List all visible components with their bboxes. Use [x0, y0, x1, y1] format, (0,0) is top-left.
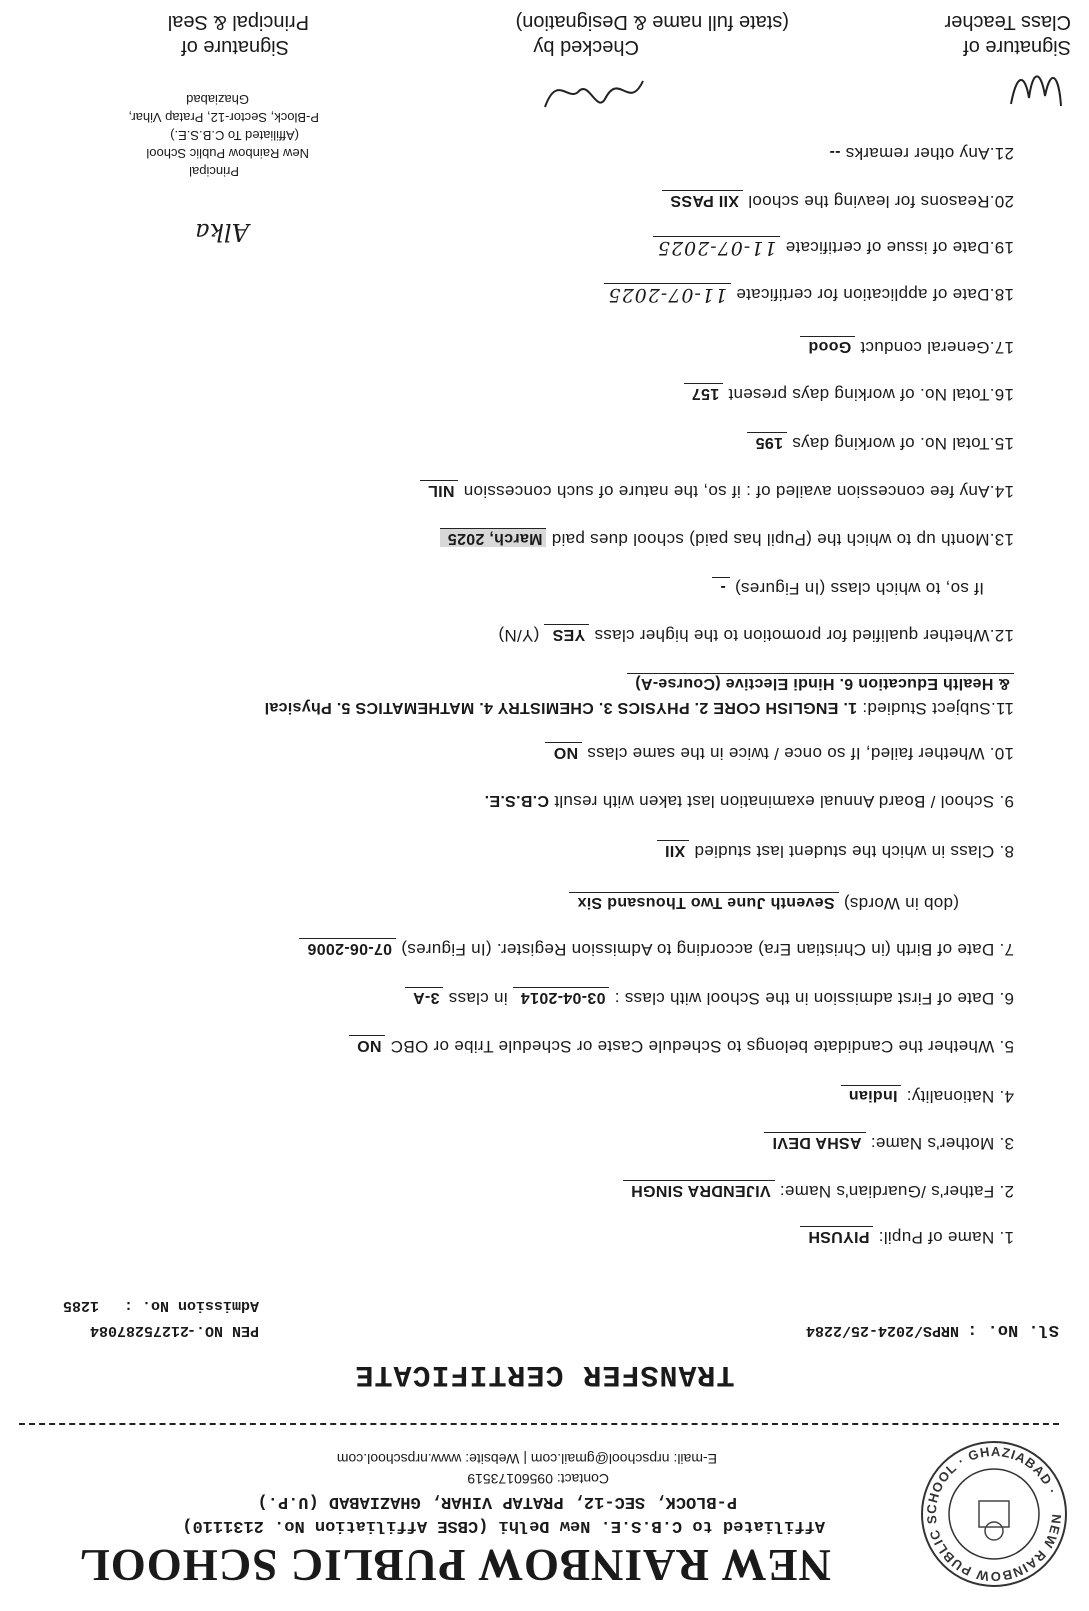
serial-number-label: Sl. No. : — [967, 1320, 1059, 1339]
board-exam: C.B.S.E. — [484, 792, 549, 809]
class-teacher-signature — [999, 56, 1069, 116]
application-date: 11-07-2025 — [604, 283, 732, 306]
item-15: 15.Total No. of working days 195 — [747, 433, 1014, 453]
stamp-school: New Rainbow Public School — [146, 146, 309, 161]
school-email-website: E-mail: nrpschool@gmail.com | Website: www.nrpschool.com — [336, 1451, 717, 1467]
item-14: 14.Any fee concession availed of : if so, the nature of such concession NIL — [420, 481, 1014, 501]
general-conduct: Good — [800, 336, 855, 355]
serial-number-value: NRPS/2024-25/2284 — [805, 1322, 959, 1339]
mother-name: ASHA DEVI — [764, 1132, 865, 1151]
admission-number-value: 1285 — [62, 1297, 99, 1314]
checked-by-label: Checked by — [533, 36, 639, 58]
stamp-address: P-Block, Sector-12, Pratap Vihar, — [128, 110, 319, 125]
pen-number-value: 21275287084 — [89, 1322, 189, 1339]
item-11: 11.Subject Studied: 1. ENGLISH CORE 2. PHYSICS 3. CHEMISTRY 4. MATHEMATICS 5. Physical — [264, 699, 1014, 718]
caste-category: NO — [349, 1035, 386, 1054]
dues-paid-month: March, 2025 — [440, 528, 547, 547]
item-7-words: (dob in Words) Seventh June Two Thousand Six — [569, 893, 959, 913]
pupil-name: PIYUSH — [800, 1226, 873, 1245]
leaving-reason: XII PASS — [662, 190, 743, 209]
item-13: 13.Month up to which the (Pupil has paid) school dues paid March, 2025 — [440, 529, 1014, 549]
item-4: 4. Nationality: Indian — [841, 1086, 1014, 1106]
item-9: 9. School / Board Annual examination last taken with result C.B.S.E. — [484, 792, 1014, 811]
item-5: 5. Whether the Candidate belongs to Schedule Caste or Schedule Tribe or OBC NO — [349, 1036, 1014, 1056]
item-12-sub: If so, to which class (In Figures) - — [712, 578, 984, 598]
checked-by-designation: (state full name & Designation) — [515, 11, 789, 33]
item-2: 2. Father's /Guardian's Name: VIJENDRA SINGH — [623, 1181, 1014, 1201]
item-16: 16.Total No. of working days present 157 — [684, 384, 1014, 404]
teacher-label: Class Teacher — [944, 11, 1071, 33]
school-contact: Contact: 09560173519 — [467, 1471, 609, 1487]
pen-number-label: PEN NO.- — [186, 1322, 259, 1339]
dob-words: Seventh June Two Thousand Six — [569, 892, 838, 911]
item-8: 8. Class in which the student last studied XII — [657, 841, 1014, 861]
item-21: 21.Any other remarks -- — [829, 144, 1014, 163]
principal-initials: Alka — [195, 218, 249, 246]
item-11-cont — [627, 674, 1014, 694]
school-address: P-BLOCK, SEC-12, PRATAP VIHAR, GHAZIABAD (U.P.) — [257, 1492, 737, 1511]
nationality: Indian — [841, 1085, 902, 1104]
teacher-signature-label: Signature of — [963, 36, 1071, 58]
header-divider — [19, 1423, 1059, 1425]
promotion-class: - — [712, 577, 730, 596]
school-affiliation: Affiliated to C.B.S.E. New Delhi (CBSE Affiliation No. 2131110) — [182, 1516, 825, 1535]
subjects-line-1: 1. ENGLISH CORE 2. PHYSICS 3. CHEMISTRY 4. MATHEMATICS 5. Physical — [264, 699, 858, 716]
promotion-qualified: YES — [544, 624, 589, 643]
working-days: 195 — [747, 432, 787, 451]
principal-signature-label: Signature of — [181, 36, 289, 58]
item-12: 12.Whether qualified for promotion to the higher class YES (Y/N) — [498, 626, 1014, 645]
admission-number-label: Admission No. : — [123, 1297, 259, 1314]
item-19: 19.Date of issue of certificate 11-07-2025 — [653, 237, 1014, 259]
item-17: 17.General conduct Good — [800, 337, 1014, 357]
first-admission-class: 3-A — [405, 987, 444, 1006]
first-admission-date: 03-04-2014 — [513, 987, 610, 1006]
item-10: 10. Whether failed, If so once / twice in the same class NO — [545, 743, 1014, 763]
failed-status: NO — [545, 742, 582, 761]
stamp-affiliation: (Affiliated To C.B.S.E.) — [170, 128, 299, 143]
stamp-role: Principal — [189, 164, 239, 179]
item-1: 1. Name of Pupil: PIYUSH — [800, 1227, 1014, 1247]
school-seal — [919, 1439, 1069, 1589]
father-name: VIJENDRA SINGH — [623, 1180, 775, 1199]
other-remarks: -- — [829, 144, 841, 161]
issue-date: 11-07-2025 — [653, 236, 781, 259]
item-7: 7. Date of Birth (in Christian Era) according to Admission Register. (In Figures) 07-06-2006 — [299, 939, 1014, 959]
days-present: 157 — [684, 383, 724, 402]
school-name: NEW RAINBOW PUBLIC SCHOOL — [78, 1540, 831, 1590]
item-18: 18.Date of application for certificate 11-07-2025 — [604, 284, 1014, 306]
principal-seal-label: Principal & Seal — [167, 11, 309, 33]
certificate-title: TRANSFER CERTIFICATE — [354, 1357, 735, 1391]
fee-concession: NIL — [420, 480, 459, 499]
item-20: 20.Reasons for leaving the school XII PASS — [662, 191, 1014, 211]
item-6: 6. Date of First admission in the School with class : 03-04-2014 in class 3-A — [405, 988, 1014, 1008]
checked-by-signature — [539, 61, 649, 121]
item-3: 3. Mother's Name: ASHA DEVI — [764, 1133, 1014, 1153]
subjects-line-2: & Health Education 6. Hindi Elective (Course-A) — [627, 673, 1014, 692]
last-class: XII — [657, 840, 689, 859]
dob-figures: 07-06-2006 — [299, 938, 396, 957]
stamp-city: Ghaziabad — [186, 92, 249, 107]
svg-text:NEW RAINBOW PUBLIC SCHOOL · GH: NEW RAINBOW PUBLIC SCHOOL · GHAZIABAD · — [923, 1443, 1065, 1585]
